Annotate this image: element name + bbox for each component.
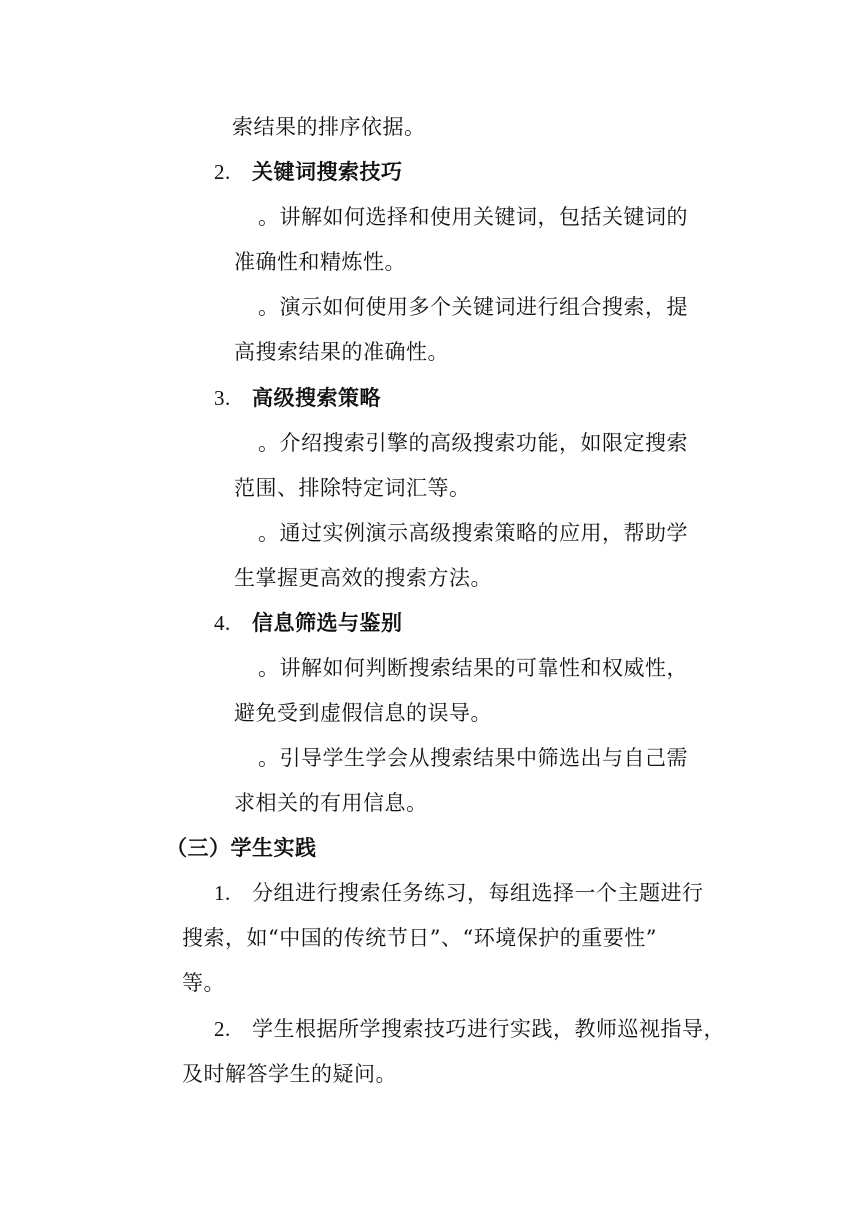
item-text: 学生根据所学搜索技巧进行实践，教师巡视指导，: [252, 1017, 725, 1041]
bullet-line: 。讲解如何判断搜索结果的可靠性和权威性，: [258, 656, 688, 680]
item-number: 1.: [214, 881, 231, 905]
item-number: 2.: [214, 1017, 231, 1041]
bullet-continuation: 求相关的有用信息。: [234, 791, 428, 815]
bullet-line: 。演示如何使用多个关键词进行组合搜索，提: [258, 295, 688, 319]
section-number: 4.: [214, 611, 231, 635]
bullet-continuation: 避免受到虚假信息的误导。: [234, 701, 492, 725]
bullet-continuation: 高搜索结果的准确性。: [234, 340, 449, 364]
section-title: 高级搜索策略: [252, 385, 381, 410]
practice-item-1: [214, 878, 704, 908]
bullet-line: 。引导学生学会从搜索结果中筛选出与自己需: [258, 746, 688, 770]
practice-heading: （三）学生实践: [166, 835, 317, 860]
practice-item-1-continuation: 搜索，如“中国的传统节日”、“环境保护的重要性”: [182, 926, 657, 950]
section-number: 3.: [214, 386, 231, 410]
bullet-line: 。通过实例演示高级搜索策略的应用，帮助学: [258, 521, 688, 545]
section-heading-2: [214, 157, 403, 187]
bullet-continuation: 范围、排除特定词汇等。: [234, 476, 471, 500]
section-title: 关键词搜索技巧: [252, 159, 403, 184]
practice-item-2: [214, 1014, 725, 1044]
bullet-continuation: 准确性和精炼性。: [234, 250, 406, 274]
section-title: 信息筛选与鉴别: [252, 610, 403, 635]
bullet-line: 。介绍搜索引擎的高级搜索功能，如限定搜索: [258, 431, 688, 455]
section-heading-4: [214, 608, 403, 638]
bullet-continuation: 生掌握更高效的搜索方法。: [234, 566, 492, 590]
item-text: 分组进行搜索任务练习，每组选择一个主题进行: [252, 881, 704, 905]
section-number: 2.: [214, 160, 231, 184]
intro-continuation-line: 索结果的排序依据。: [232, 115, 426, 139]
practice-item-1-continuation: 等。: [182, 971, 225, 995]
bullet-line: 。讲解如何选择和使用关键词，包括关键词的: [258, 205, 688, 229]
section-heading-3: [214, 383, 381, 413]
practice-item-2-continuation: 及时解答学生的疑问。: [182, 1062, 397, 1086]
